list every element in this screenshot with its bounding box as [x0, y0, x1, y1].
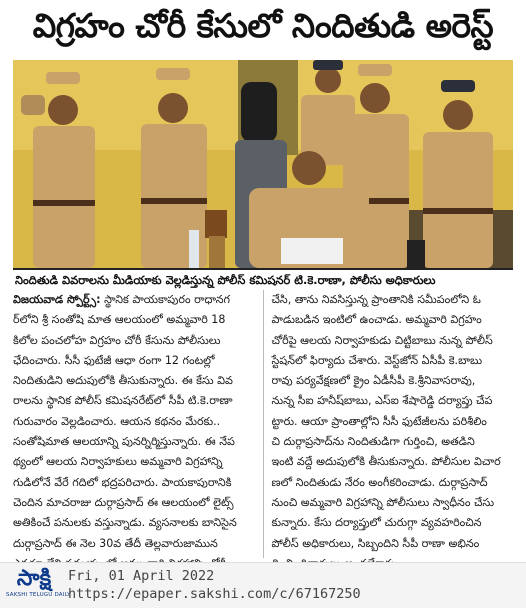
article-line: నున్న సీఐ హనీష్‌బాబు, ఎస్ఐ శేషారెడ్డి దర్యాప్తు చేప	[271, 394, 493, 408]
photo-caption: నిందితుడి వివరాలను మీడియాకు వెల్లడిస్తున్న పోలీస్ కమిషనర్ టి.కె.రాణా, పోలీసు అధికారులు	[13, 268, 513, 288]
article-text: స్థానిక పాయకాపురం రాధానగ	[104, 293, 230, 306]
column-divider	[263, 290, 264, 558]
article-line: థ్యంలో ఆలయ నిర్వాహకులు అమ్మవారి విగ్రహాన్ని	[13, 455, 223, 469]
article-line: అతికించే పనులకు వస్తున్నాడు. వ్యసనాలకు బానిసైన	[13, 516, 237, 530]
article-line: నుంచి అమ్మవారి విగ్రహాన్ని పోలీసులు స్వాధీనం చేసు	[271, 495, 495, 509]
article-line: గుడిలోనే వేరే గదిలో భద్రపరిచారు. పాయకాపురానికి	[13, 475, 232, 489]
article-line: చి దుర్గాప్రసాద్‌ను నిందితుడిగా గుర్తించి, అతడిని	[271, 435, 475, 449]
article-line: రాలను స్థానిక పోలీస్ కమిషనరేట్‌లో సీపీ టి.కె.రాణా	[13, 394, 233, 408]
article-line: ఛేదించారు. సీసీ ఫుటేజీ ఆధా రంగా 12 గంటల్లో	[13, 353, 215, 367]
article-line: పాడుబడిన ఇంటిలో ఉంచాడు. అమ్మవారి విగ్రహం	[271, 313, 482, 327]
logo-subtitle: SAKSHI TELUGU DAILY	[6, 592, 71, 598]
article-line: సంతోషిమాత ఆలయాన్ని పునర్నిర్మిస్తున్నారు. ఈ నేప	[13, 435, 235, 449]
article-line: చెందిన మాచరాజు దుర్గాప్రసాద్ ఈ ఆలయంలో లైట్స్	[13, 495, 234, 509]
article-line: రావు పర్యవేక్షణలో క్రైం ఏడీసీపీ కె.శ్రీనివాసరావు,	[271, 374, 476, 388]
dateline: విజయవాడ స్పోర్ట్స్:	[13, 293, 101, 306]
epaper-link[interactable]: https://epaper.sakshi.com/c/67167250	[68, 586, 361, 602]
article-body	[13, 290, 513, 558]
edition-date: Fri, 01 April 2022	[68, 568, 215, 584]
article-line: దుర్గాప్రసాద్ ఈ నెల 30వ తేదీ తెల్లవారుజామున	[13, 536, 218, 550]
footer-meta	[68, 567, 361, 603]
article-line: స్టేషన్‌లో ఫిర్యాదు చేశారు. వెస్ట్‌జోన్ ఏసీపీ కె.బాబు	[271, 353, 483, 367]
article-line: ట్టారు. ఆయా ప్రాంతాల్లోని సీసీ ఫుటేజీలను పరిశీలిం	[271, 414, 487, 428]
epaper-footer	[0, 562, 526, 608]
article-right-column	[272, 290, 514, 558]
article-line: పోలీస్ అధికారులు, సిబ్బందిని సీపీ రాణా అభినం	[271, 536, 480, 550]
news-photo	[13, 60, 513, 268]
article-line: చేసి, తాను నివసిస్తున్న ప్రాంతానికి సమీపంలోని ఓ	[271, 293, 481, 306]
article-line	[13, 290, 255, 310]
article-line: నిందితుడిని అదుపులోకి తీసుకున్నారు. ఈ కేసు వివ	[13, 374, 233, 388]
article-line: ర్‌లోని శ్రీ సంతోషి మాత ఆలయంలో అమ్మవారి 18	[13, 313, 226, 327]
sakshi-logo	[6, 566, 71, 606]
logo-text: సాక్షి	[16, 566, 52, 591]
article-line: చోరీపై ఆలయ నిర్వాహకుడు చిట్టిబాబు నున్న పోలీస్	[271, 333, 493, 347]
article-line: కున్నారు. కేసు దర్యాప్తులో చురుగ్గా వ్యవహరించిన	[271, 516, 482, 530]
article-line: ఇంటి వద్దే అదుపులోకి తీసుకున్నారు. పోలీసుల విచార	[271, 455, 501, 469]
article-line: ణలో నిందితుడు నేరం అంగీకరించాడు. దుర్గాప్రసాద్	[271, 475, 488, 489]
article-line: గురువారం వెల్లడించారు. ఆయన కథనం మేరకు..	[13, 414, 221, 428]
article-line: కిలోల పంచలోహ విగ్రహం చోరీ కేసును పోలీసులు	[13, 333, 221, 347]
article-left-column	[13, 290, 255, 558]
headline: విగ్రహం చోరీ కేసులో నిందితుడి అరెస్ట్	[32, 5, 494, 45]
